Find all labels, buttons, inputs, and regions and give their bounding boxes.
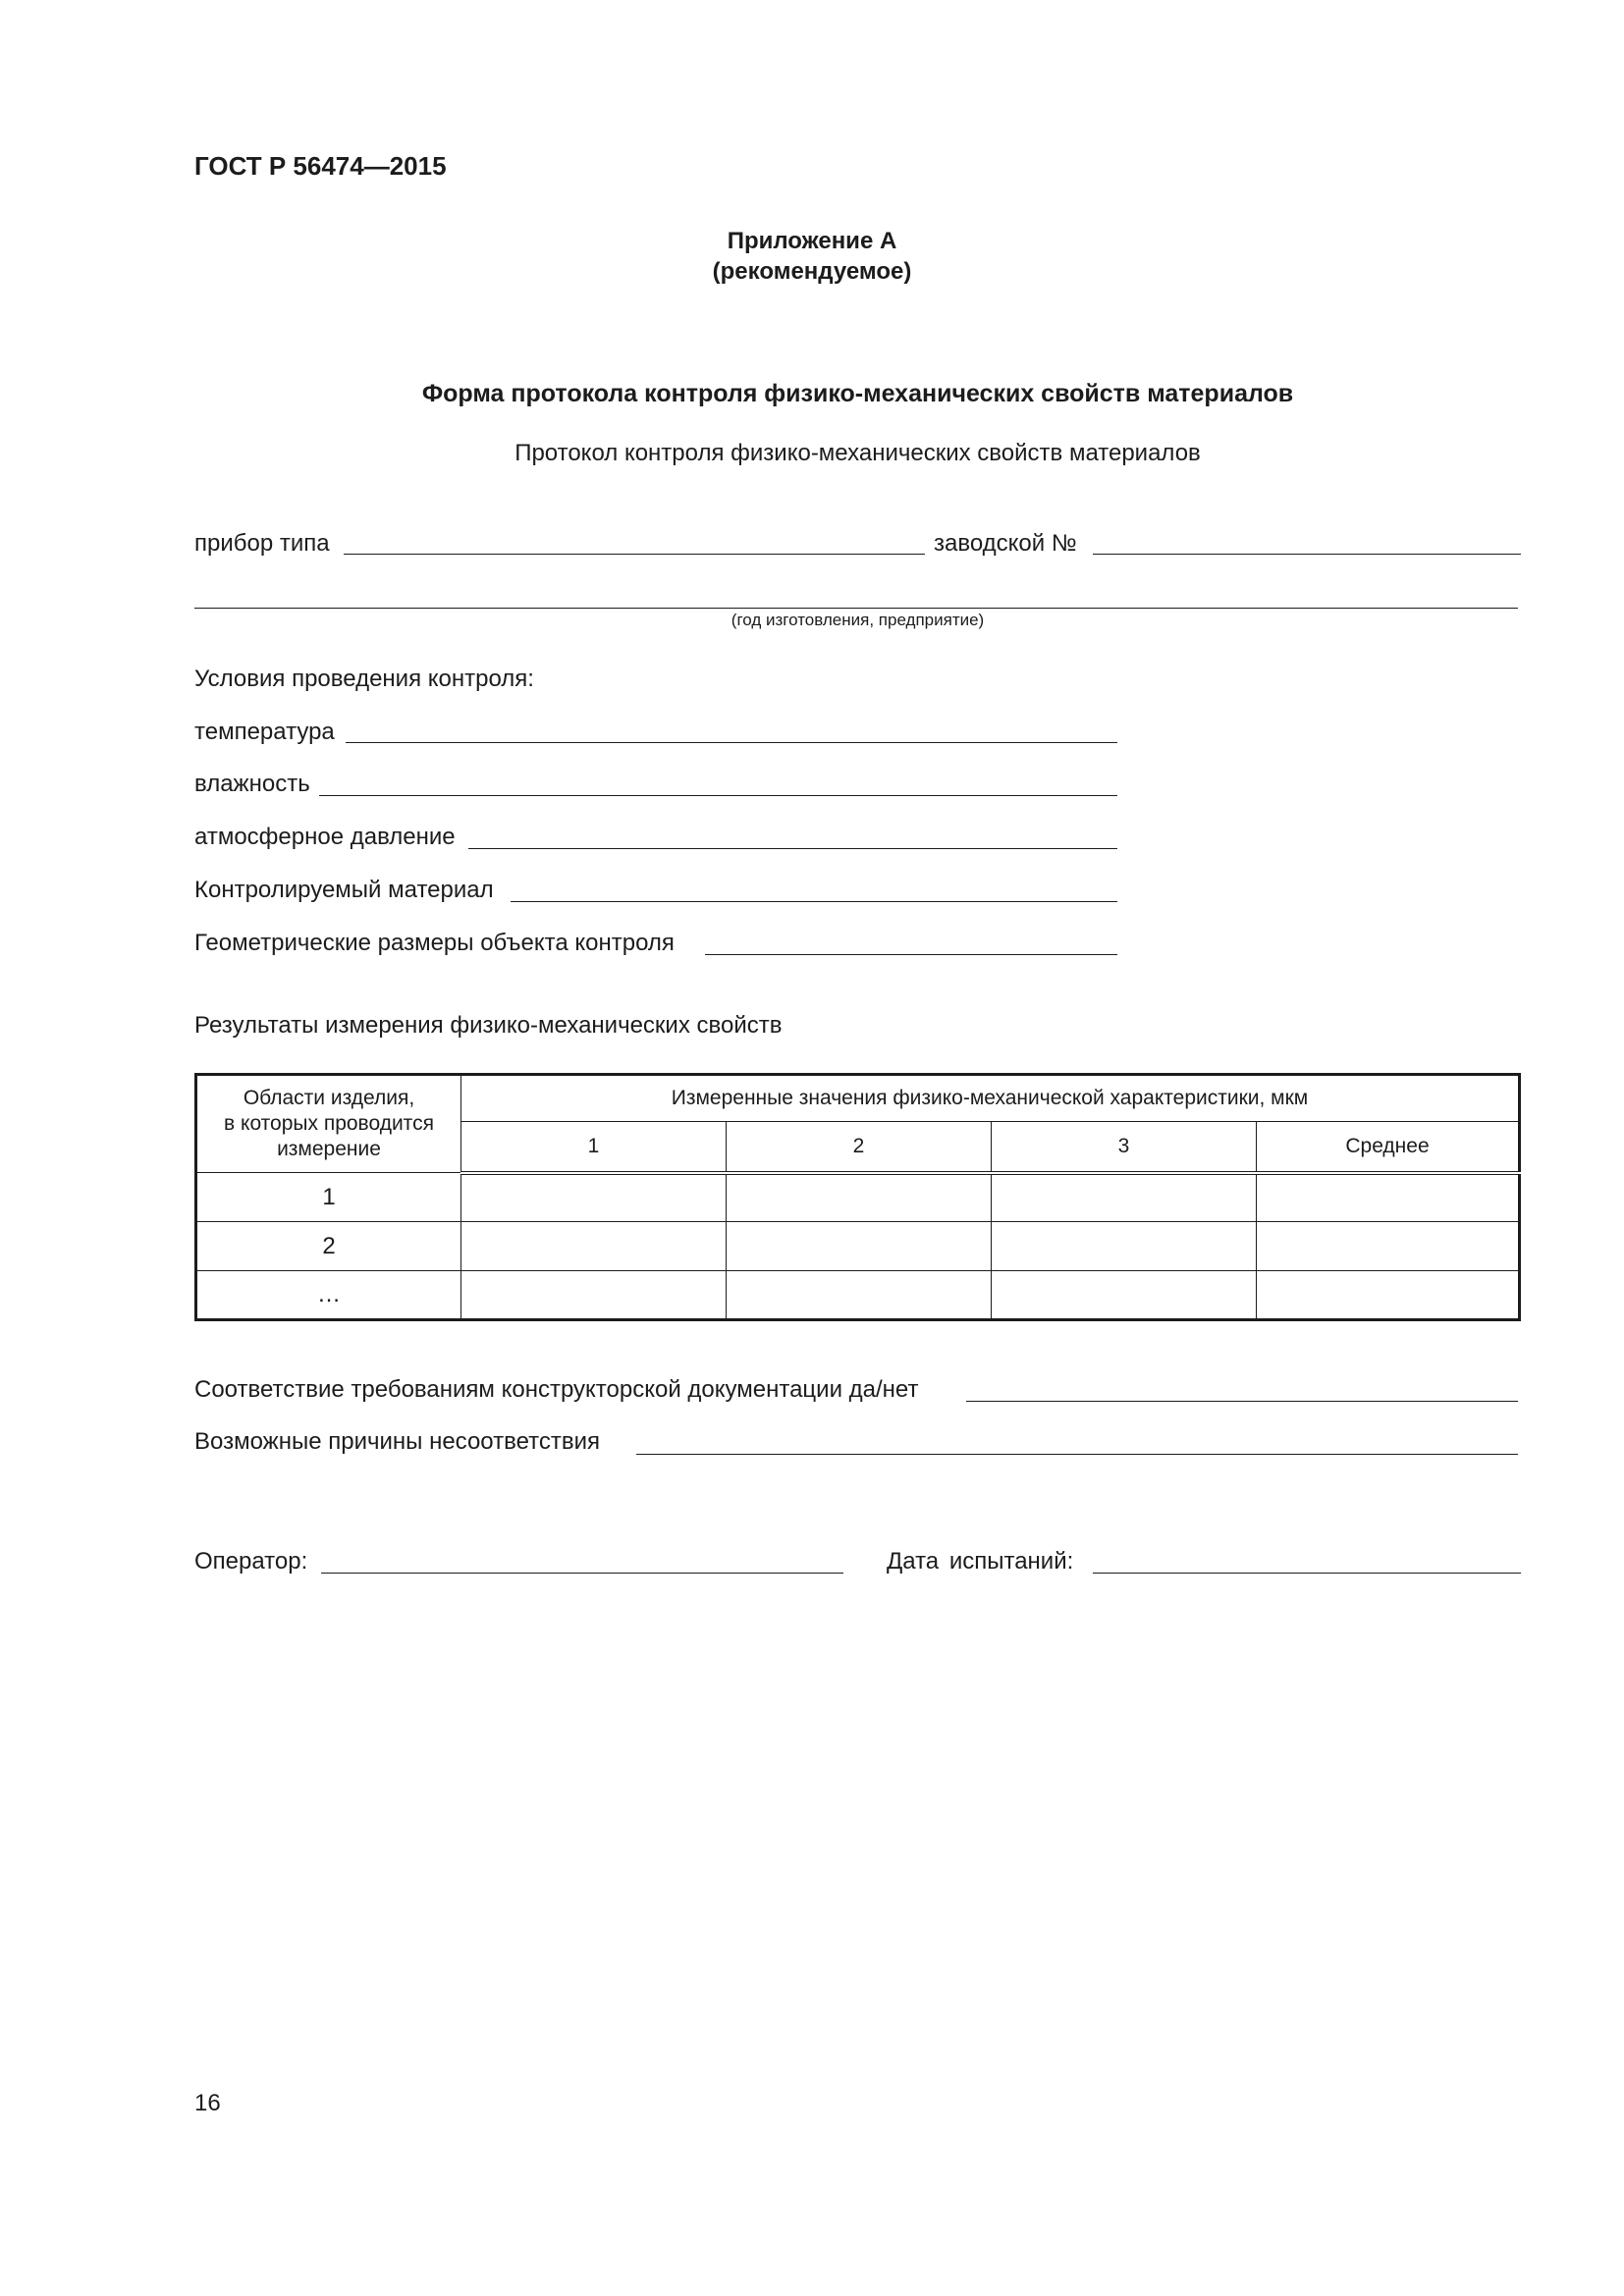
humidity-field[interactable]	[319, 795, 1117, 796]
column-header: 2	[727, 1122, 992, 1173]
page-number: 16	[194, 2090, 221, 2116]
form-subheading: Протокол контроля физико-механических свойств материалов	[514, 440, 1201, 466]
table-row	[196, 1271, 1520, 1320]
results-table	[194, 1073, 1521, 1321]
row-label: 1	[196, 1173, 461, 1222]
conditions-label: Условия проведения контроля:	[194, 666, 534, 692]
manufacture-year-caption: (год изготовления, предприятие)	[731, 611, 985, 629]
table-cell[interactable]	[461, 1173, 727, 1222]
row-label: …	[196, 1271, 461, 1320]
table-cell[interactable]	[727, 1222, 992, 1271]
table-row	[196, 1173, 1520, 1222]
causes-label: Возможные причины несоответствия	[194, 1428, 601, 1455]
device-type-field[interactable]	[344, 554, 925, 555]
area-header-line: измерение	[277, 1138, 381, 1160]
values-header: Измеренные значения физико-механической характеристики, мкм	[461, 1075, 1520, 1122]
temperature-field[interactable]	[346, 742, 1117, 743]
appendix-title: Приложение А	[727, 228, 897, 254]
area-header-line: в которых проводится	[224, 1112, 434, 1135]
operator-field[interactable]	[321, 1573, 843, 1574]
column-header: 1	[461, 1122, 727, 1173]
test-date-label: Дата испытаний:	[887, 1548, 1074, 1575]
area-header-line: Области изделия,	[243, 1087, 415, 1109]
table-cell[interactable]	[461, 1271, 727, 1320]
column-header: Среднее	[1257, 1122, 1520, 1173]
appendix-status: (рекомендуемое)	[712, 258, 912, 285]
table-cell[interactable]	[1257, 1222, 1520, 1271]
device-type-label: прибор типа	[194, 530, 330, 557]
compliance-field[interactable]	[966, 1401, 1518, 1402]
table-cell[interactable]	[1257, 1271, 1520, 1320]
form-heading: Форма протокола контроля физико-механических свойств материалов	[421, 380, 1294, 407]
manufacture-year-field[interactable]	[194, 608, 1518, 609]
causes-field[interactable]	[636, 1454, 1518, 1455]
table-cell[interactable]	[461, 1222, 727, 1271]
table-row	[196, 1222, 1520, 1271]
table-cell[interactable]	[1257, 1173, 1520, 1222]
serial-number-label: заводской №	[934, 530, 1077, 557]
material-field[interactable]	[511, 901, 1117, 902]
humidity-label: влажность	[194, 771, 310, 797]
area-header-cell	[196, 1075, 461, 1173]
row-label: 2	[196, 1222, 461, 1271]
operator-label: Оператор:	[194, 1548, 308, 1575]
dimensions-label: Геометрические размеры объекта контроля	[194, 930, 675, 956]
table-cell[interactable]	[992, 1222, 1257, 1271]
table-cell[interactable]	[727, 1173, 992, 1222]
results-label: Результаты измерения физико-механических свойств	[194, 1012, 783, 1039]
document-code: ГОСТ Р 56474—2015	[194, 151, 447, 181]
material-label: Контролируемый материал	[194, 877, 494, 903]
pressure-field[interactable]	[468, 848, 1117, 849]
dimensions-field[interactable]	[705, 954, 1117, 955]
test-date-field[interactable]	[1093, 1573, 1521, 1574]
column-header: 3	[992, 1122, 1257, 1173]
table-cell[interactable]	[992, 1271, 1257, 1320]
serial-number-field[interactable]	[1093, 554, 1521, 555]
table-cell[interactable]	[992, 1173, 1257, 1222]
temperature-label: температура	[194, 719, 335, 745]
pressure-label: атмосферное давление	[194, 824, 456, 850]
compliance-label: Соответствие требованиям конструкторской документации да/нет	[194, 1376, 919, 1403]
table-cell[interactable]	[727, 1271, 992, 1320]
